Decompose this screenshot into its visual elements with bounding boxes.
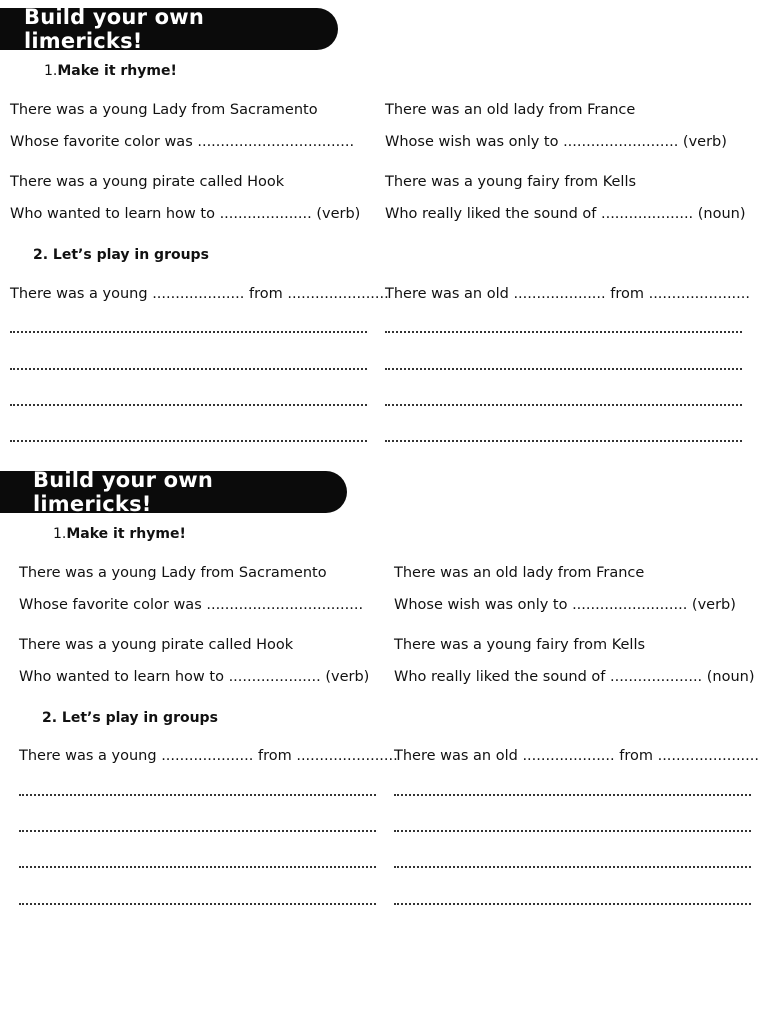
worksheet-1	[0, 5, 768, 478]
group-prompt-right: There was an old .................... from ......................	[394, 748, 759, 764]
rhyme-line: There was a young Lady from Sacramento	[10, 102, 318, 118]
section-title: Make it rhyme!	[66, 526, 186, 542]
rhyme-line: There was a young pirate called Hook	[19, 637, 294, 653]
writing-line[interactable]	[394, 830, 751, 832]
group-prompt-right: There was an old .................... from ......................	[385, 286, 750, 302]
writing-line[interactable]	[19, 866, 376, 868]
rhyme-line: There was an old lady from France	[385, 102, 636, 118]
rhyme-line: Whose wish was only to ......................... (verb)	[394, 597, 736, 613]
worksheet-banner: Build your own limericks!	[0, 8, 338, 50]
group-prompt-left: There was a young .................... from ......................	[19, 748, 398, 764]
worksheet-2	[0, 468, 768, 941]
writing-line[interactable]	[385, 404, 742, 406]
writing-line[interactable]	[385, 440, 742, 442]
section-lets-play-in-groups: 2. Let’s play in groups	[33, 247, 209, 263]
writing-line[interactable]	[10, 404, 367, 406]
rhyme-line: There was a young pirate called Hook	[10, 174, 285, 190]
rhyme-line: Whose favorite color was ..................................	[10, 134, 355, 150]
section-make-it-rhyme	[44, 63, 177, 79]
writing-line[interactable]	[394, 903, 751, 905]
writing-line[interactable]	[19, 794, 376, 796]
rhyme-line: Whose wish was only to ......................... (verb)	[385, 134, 727, 150]
writing-line[interactable]	[394, 794, 751, 796]
rhyme-line: Who wanted to learn how to .................... (verb)	[10, 206, 361, 222]
rhyme-line: Who really liked the sound of .................... (noun)	[394, 669, 755, 685]
section-make-it-rhyme	[53, 526, 186, 542]
writing-line[interactable]	[10, 440, 367, 442]
writing-line[interactable]	[19, 903, 376, 905]
worksheet-banner: Build your own limericks!	[0, 471, 347, 513]
rhyme-line: Whose favorite color was ..................................	[19, 597, 364, 613]
writing-line[interactable]	[10, 331, 367, 333]
writing-line[interactable]	[10, 368, 367, 370]
rhyme-line: Who wanted to learn how to .................... (verb)	[19, 669, 370, 685]
writing-line[interactable]	[385, 331, 742, 333]
section-number: 1.	[44, 63, 58, 79]
writing-line[interactable]	[19, 830, 376, 832]
rhyme-line: There was a young Lady from Sacramento	[19, 565, 327, 581]
section-lets-play-in-groups: 2. Let’s play in groups	[42, 710, 218, 726]
rhyme-line: There was an old lady from France	[394, 565, 645, 581]
rhyme-line: There was a young fairy from Kells	[394, 637, 646, 653]
writing-line[interactable]	[394, 866, 751, 868]
rhyme-line: Who really liked the sound of .................... (noun)	[385, 206, 746, 222]
writing-line[interactable]	[385, 368, 742, 370]
rhyme-line: There was a young fairy from Kells	[385, 174, 637, 190]
group-prompt-left: There was a young .................... from ......................	[10, 286, 389, 302]
section-number: 1.	[53, 526, 67, 542]
section-title: Make it rhyme!	[57, 63, 177, 79]
